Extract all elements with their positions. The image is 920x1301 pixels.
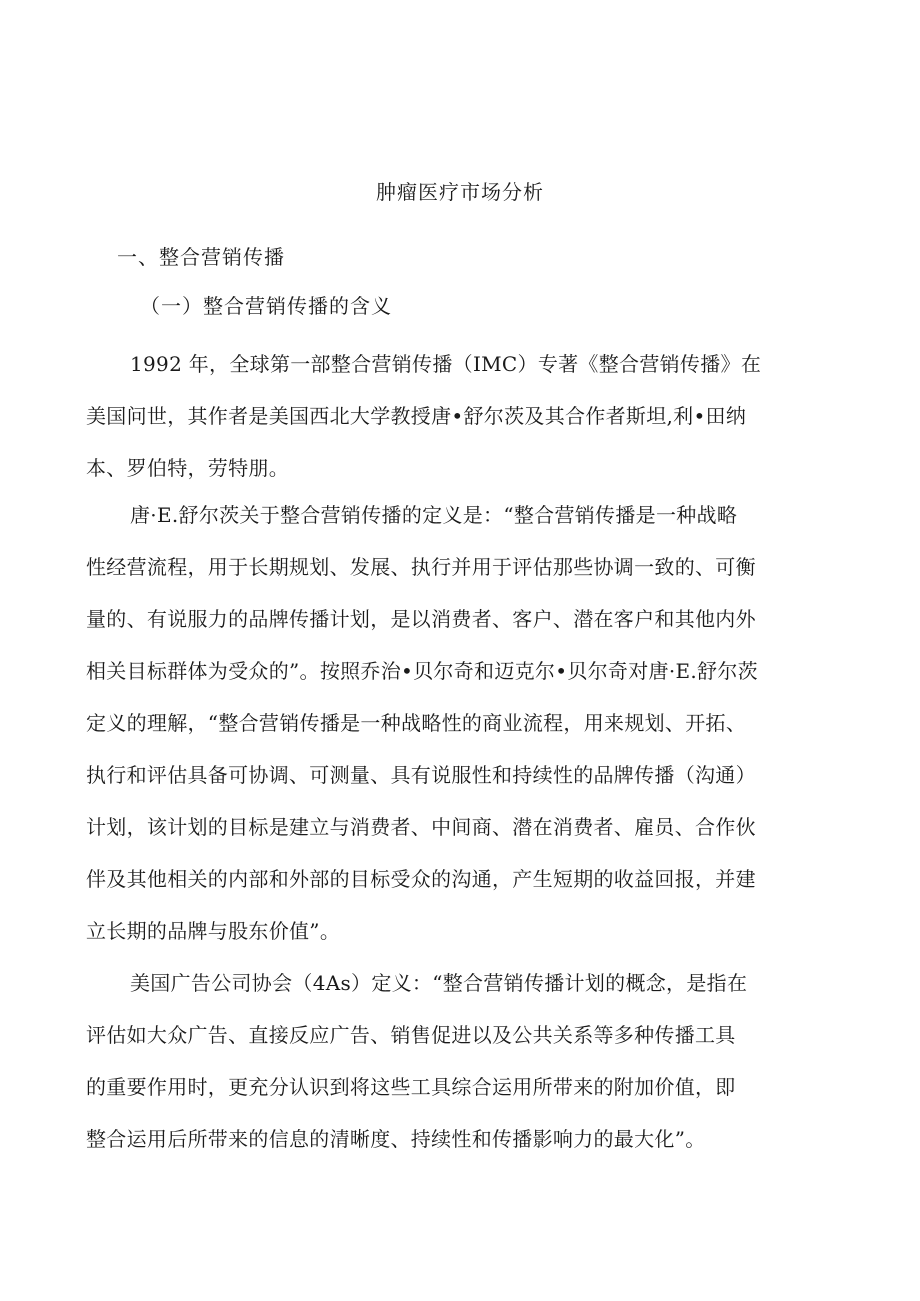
paragraph-line: 的重要作用时，更充分认识到将这些工具综合运用所带来的附加价值，即 bbox=[86, 1075, 736, 1099]
paragraph-line: 立长期的品牌与股东价值”。 bbox=[86, 919, 341, 943]
paragraph-line: 整合运用后所带来的信息的清晰度、持续性和传播影响力的最大化”。 bbox=[86, 1127, 706, 1151]
paragraph-1 bbox=[86, 338, 856, 494]
paragraph-line: 定义的理解，“整合营销传播是一种战略性的商业流程，用来规划、开拓、 bbox=[86, 711, 747, 735]
paragraph-2 bbox=[86, 489, 856, 957]
section-heading: 一、整合营销传播 bbox=[117, 245, 285, 269]
document-title: 肿瘤医疗市场分析 bbox=[376, 180, 544, 204]
subsection-heading: （一）整合营销传播的含义 bbox=[140, 294, 392, 318]
paragraph-line: 伴及其他相关的内部和外部的目标受众的沟通，产生短期的收益回报，并建 bbox=[86, 867, 756, 891]
paragraph-line: 计划，该计划的目标是建立与消费者、中间商、潜在消费者、雇员、合作伙 bbox=[86, 815, 756, 839]
paragraph-line: 量的、有说服力的品牌传播计划，是以消费者、客户、潜在客户和其他内外 bbox=[86, 607, 756, 631]
paragraph-line: 美国广告公司协会（4As）定义：“整合营销传播计划的概念，是指在 bbox=[130, 971, 748, 995]
paragraph-line: 评估如大众广告、直接反应广告、销售促进以及公共关系等多种传播工具 bbox=[86, 1023, 736, 1047]
paragraph-line: 性经营流程，用于长期规划、发展、执行并用于评估那些协调一致的、可衡 bbox=[86, 555, 756, 579]
paragraph-3 bbox=[86, 957, 856, 1165]
paragraph-line: 执行和评估具备可协调、可测量、具有说服性和持续性的品牌传播（沟通） bbox=[86, 763, 756, 787]
paragraph-line: 相关目标群体为受众的”。按照乔治•贝尔奇和迈克尔•贝尔奇对唐·E.舒尔茨 bbox=[86, 659, 758, 683]
paragraph-line: 美国问世，其作者是美国西北大学教授唐•舒尔茨及其合作者斯坦,利•田纳 bbox=[86, 404, 747, 428]
paragraph-line: 1992 年，全球第一部整合营销传播（IMC）专著《整合营销传播》在 bbox=[130, 352, 762, 376]
paragraph-line: 本、罗伯特，劳特朋。 bbox=[86, 456, 289, 480]
paragraph-line: 唐·E.舒尔茨关于整合营销传播的定义是：“整合营销传播是一种战略 bbox=[130, 503, 738, 527]
